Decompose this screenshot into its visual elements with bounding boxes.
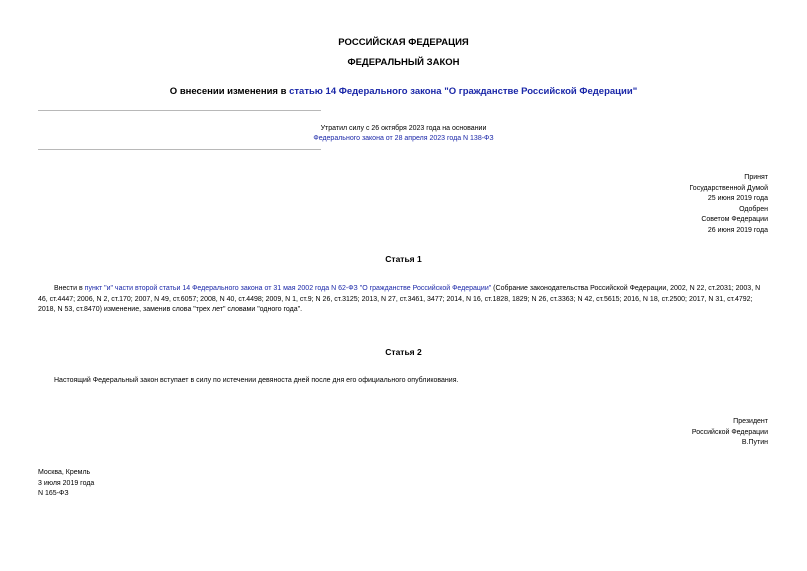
- divider-bottom: [38, 149, 321, 150]
- article2-text-body: Настоящий Федеральный закон вступает в силу по истечении девяноста дней после дня его официального опубликования.: [54, 377, 459, 384]
- adoption-block: [689, 173, 768, 236]
- article1-heading: Статья 1: [385, 254, 422, 264]
- article1-text-before: Внести в: [54, 285, 85, 292]
- approved-date: 26 июня 2019 года: [707, 226, 768, 234]
- article2-text: [38, 376, 770, 387]
- signature-block: [692, 417, 768, 449]
- lost-force-note: [0, 124, 807, 144]
- approved-by: Советом Федерации: [701, 216, 768, 223]
- accepted-label: Принят: [744, 174, 768, 181]
- accepted-date: 25 июня 2019 года: [707, 195, 768, 202]
- article2-heading: Статья 2: [385, 347, 422, 357]
- article1-text: [38, 284, 770, 316]
- lost-force-link[interactable]: Федерального закона от 28 апреля 2023 года N 138-ФЗ: [313, 135, 494, 142]
- article1-law-link[interactable]: пункт "и" части второй статьи 14 Федерального закона от 31 мая 2002 года N 62-ФЗ "О гражданстве Российской Федерации": [84, 285, 492, 292]
- footer-date: 3 июля 2019 года: [38, 479, 95, 487]
- accepted-by: Государственной Думой: [689, 184, 768, 192]
- lost-force-text: Утратил силу с 26 октября 2023 года на основании: [320, 125, 487, 132]
- article1-text-after: (Собрание законодательства Российской Федерации, 2002, N 22, ст.2031; 2003, N 46, ст.4447; 2006, N 2, ст.170; 2007, N 49, ст.6057; 2008, N 40, ст.4498; 2009, N 1, ст.9; N 26, ст.3125; 2013, N 27, ст.3461, 3477; 2014, N 16, ст.1828, 1829; N 26, ст.3363; N 42, ст.5615; 2016, N 18, ст.2500; 2017, N 31, ст.4792; 2018, N 53, ст.8470) изменение, заменив слова "трех лет" словами "одного года".: [38, 285, 761, 313]
- footer-block: [38, 468, 94, 500]
- footer-place: Москва, Кремль: [38, 469, 91, 476]
- approved-label: Одобрен: [739, 205, 768, 213]
- law-type-heading: ФЕДЕРАЛЬНЫЙ ЗАКОН: [347, 57, 460, 68]
- law-title-prefix: О внесении изменения в: [169, 86, 290, 97]
- signature-title2: Российской Федерации: [691, 428, 768, 436]
- federation-heading: РОССИЙСКАЯ ФЕДЕРАЦИЯ: [338, 37, 469, 48]
- signature-name: В.Путин: [741, 439, 768, 446]
- signature-title1: Президент: [733, 418, 768, 425]
- divider-top: [38, 110, 321, 111]
- footer-number: N 165-ФЗ: [38, 490, 69, 497]
- law-title: [0, 86, 807, 97]
- law-title-link[interactable]: статью 14 Федерального закона "О гражданстве Российской Федерации": [289, 86, 638, 97]
